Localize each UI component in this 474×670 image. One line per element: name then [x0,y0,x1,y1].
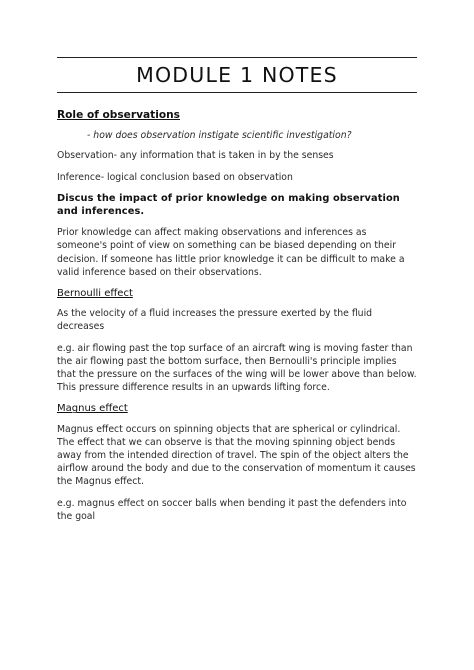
observation-question: - how does observation instigate scientific investigation? [87,130,352,142]
heading-role-of-observations: Role of observations [57,109,180,121]
title-bottom-rule [57,92,417,93]
heading-magnus-effect: Magnus effect [57,403,128,415]
discuss-answer: Prior knowledge can affect making observations and inferences as someone's point of view on something can be biased depending on their decision. If someone has little prior knowledge it can be difficult to make a valid inference based on their observations. [57,227,405,278]
magnus-description: Magnus effect occurs on spinning objects that are spherical or cylindrical. The effect that we can observe is that the moving spinning object bends away from the intended direction of travel. The spin of the object alters the airflow around the body and due to the conservation of momentum it causes the Magnus effect. [57,423,416,488]
discuss-prompt: Discus the impact of prior knowledge on making observation and inferences. [57,192,400,218]
observation-definition: Observation- any information that is taken in by the senses [57,150,334,162]
inference-definition: Inference- logical conclusion based on observation [57,171,293,183]
document-title: MODULE 1 NOTES [136,63,338,87]
bernoulli-statement: As the velocity of a fluid increases the pressure exerted by the fluid decreases [57,308,373,333]
title-top-rule [57,57,417,58]
heading-bernoulli-effect: Bernoulli effect [57,288,133,300]
magnus-example: e.g. magnus effect on soccer balls when bending it past the defenders into the goal [57,497,407,522]
document-body [57,109,417,531]
bernoulli-example: e.g. air flowing past the top surface of an aircraft wing is moving faster than the air flowing past the bottom surface, then Bernoulli's principle implies that the pressure on the surfaces of the wing will be lower above than below. This pressure difference results in an upwards lifting force. [57,342,417,394]
